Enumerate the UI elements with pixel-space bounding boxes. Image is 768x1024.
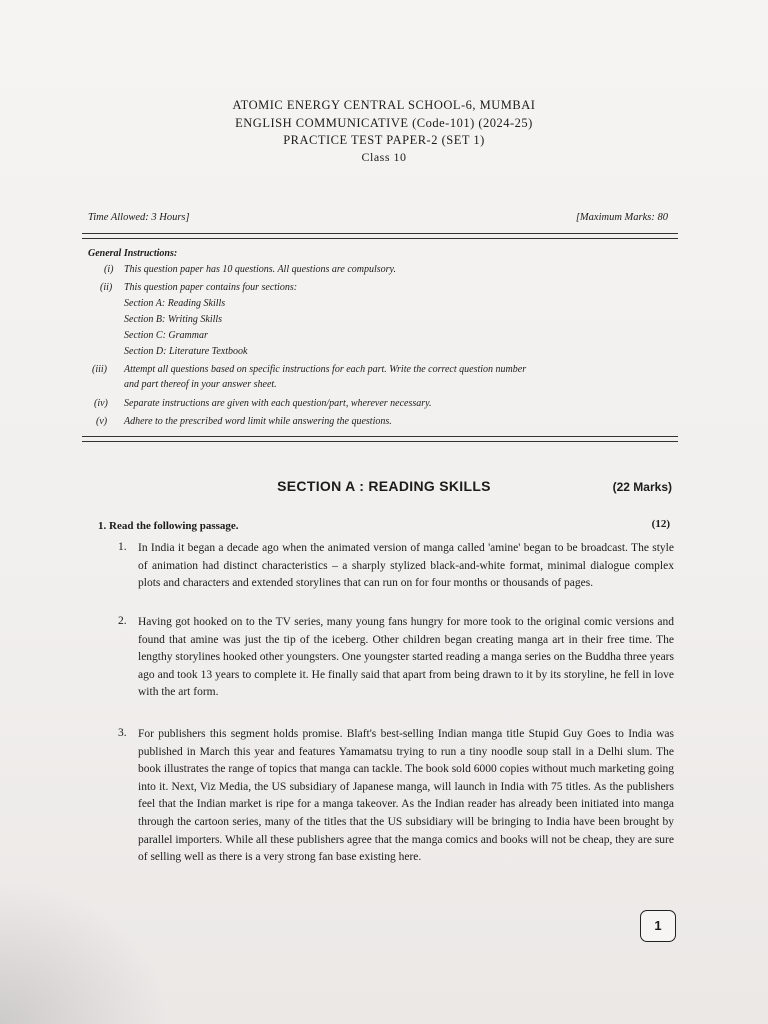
paragraph-number: 2. (118, 615, 127, 627)
subject-title: ENGLISH COMMUNICATIVE (Code-101) (2024-25) (235, 116, 533, 130)
divider (82, 233, 678, 234)
class-label: Class 10 (361, 150, 407, 164)
instruction-num: (v) (96, 416, 108, 427)
instruction-num: (i) (104, 264, 114, 275)
section-list-item: Section A: Reading Skills (124, 298, 226, 309)
time-allowed: Time Allowed: 3 Hours] (88, 212, 190, 223)
divider (82, 441, 678, 442)
instruction-text: This question paper contains four sections: (124, 282, 298, 293)
page-shadow (0, 880, 170, 1024)
paragraph-number: 1. (118, 541, 127, 553)
section-title: SECTION A : READING SKILLS (277, 478, 491, 494)
page-number: 1 (640, 910, 676, 942)
instructions-heading: General Instructions: (88, 248, 178, 259)
maximum-marks: [Maximum Marks: 80 (575, 212, 668, 223)
passage-paragraph: Having got hooked on to the TV series, many young fans hungry for more took to the original comic versions and found that amine was just the tip of the iceberg. Other children began creating manga art in their free time. The lengthy storylines hooked other youngsters. One youngster started reading a manga series on the Buddha three years ago and took 13 years to complete it. He finally said that apart from being drawn to it by its storyline, he fell in love with the art form. (138, 616, 674, 699)
instruction-text: Separate instructions are given with each question/part, wherever necessary. (124, 398, 432, 409)
paper-title: PRACTICE TEST PAPER-2 (SET 1) (283, 133, 485, 147)
passage-paragraph: In India it began a decade ago when the animated version of manga called 'amine' began to be broadcast. The style of animation had distinct characteristics – a sharply stylized black-and-white format, minimal dialogue complex plots and characters and extended storylines that can run on for four months or thousands of pages. (138, 542, 674, 590)
instruction-text: Attempt all questions based on specific instructions for each part. Write the correct question number (124, 364, 527, 375)
instruction-text: and part thereof in your answer sheet. (124, 379, 277, 390)
school-name: ATOMIC ENERGY CENTRAL SCHOOL-6, MUMBAI (232, 98, 536, 112)
paragraph-number: 3. (118, 727, 127, 739)
instruction-num: (iv) (94, 398, 108, 409)
instruction-num: (iii) (92, 364, 107, 375)
divider (82, 436, 678, 437)
instruction-text: Adhere to the prescribed word limit while answering the questions. (124, 416, 392, 427)
divider (82, 238, 678, 239)
section-list-item: Section B: Writing Skills (124, 314, 223, 325)
passage-paragraph: For publishers this segment holds promise. Blaft's best-selling Indian manga title Stupid Guy Goes to India was published in March this year and features Yamamatsu trying to run a tiny noodle soup stall in a Delhi slum. The book illustrates the range of topics that manga can tackle. The book sold 6000 copies without much marketing going into it. Next, Viz Media, the US subsidiary of Japanese manga, will launch in India with 75 titles. As the publishers feel that the Indian market is ripe for a manga takeover. As the Indian reader has already been initiated into manga through the cartoon series, many of the titles that the US subsidiary will be bringing to India have been brought by parallel importers. While all these publishers agree that the manga comics and books will not be cheap, they are sure of selling well as there is a very strong fan base existing here. (138, 728, 675, 864)
question-label: 1. Read the following passage. (98, 520, 239, 532)
instruction-num: (ii) (100, 282, 113, 293)
instruction-text: This question paper has 10 questions. All questions are compulsory. (124, 264, 396, 275)
section-list-item: Section C: Grammar (124, 330, 208, 341)
question-marks: (12) (651, 518, 670, 530)
section-marks: (22 Marks) (612, 480, 672, 494)
section-list-item: Section D: Literature Textbook (124, 346, 248, 357)
